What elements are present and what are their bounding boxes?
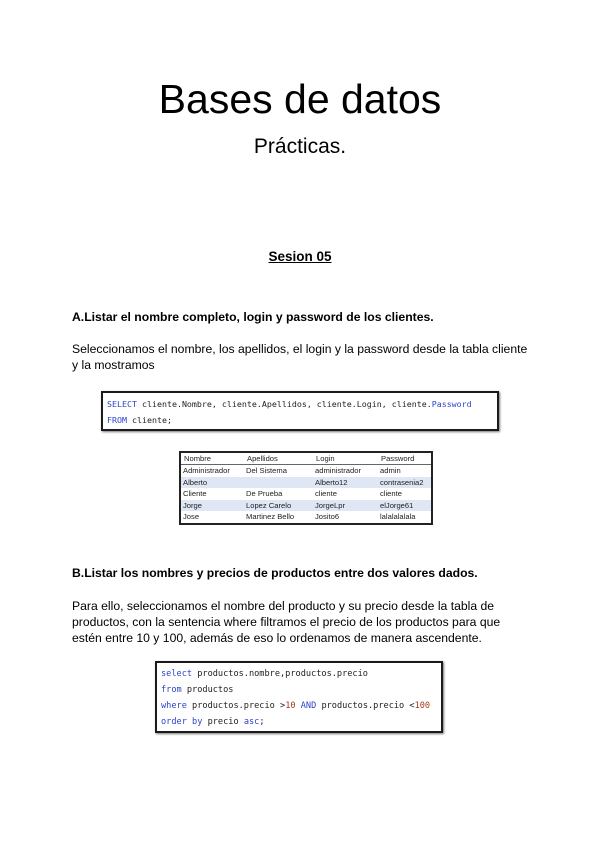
table-row xyxy=(180,488,432,500)
sql-line-4 xyxy=(161,714,437,730)
section-a-result-table xyxy=(179,451,433,525)
table-cell: Josito6 xyxy=(315,512,340,522)
sql-line-3 xyxy=(161,698,437,714)
sql-text: cliente.Nombre, cliente.Apellidos, cliente.Login, cliente. xyxy=(136,399,432,409)
document-subtitle: Prácticas. xyxy=(253,135,347,158)
section-a-sql-code xyxy=(101,391,499,431)
sql-text: productos.precio > xyxy=(186,701,286,711)
table-cell: administrador xyxy=(315,466,362,476)
table-cell: JorgeLpr xyxy=(313,500,378,512)
table-cell: cliente xyxy=(315,489,337,499)
sql-keyword: AND xyxy=(300,701,317,711)
table-row xyxy=(180,465,432,477)
sql-keyword: select xyxy=(161,669,193,679)
table-header-row xyxy=(180,452,432,465)
section-b-heading: B.Listar los nombres y precios de productos entre dos valores dados. xyxy=(72,566,478,580)
table-cell: Jorge xyxy=(180,500,244,512)
column-header: Apellidos xyxy=(244,452,313,465)
sql-line-1 xyxy=(161,666,437,682)
table-cell: admin xyxy=(380,466,401,476)
table-row xyxy=(180,477,432,489)
table-row xyxy=(180,511,432,524)
sql-number: 10 xyxy=(285,701,296,711)
table-cell: contrasenia2 xyxy=(378,477,432,489)
sql-keyword: order by xyxy=(161,717,203,727)
document-title: Bases de datos xyxy=(158,76,442,122)
sql-keyword: from xyxy=(161,685,182,695)
table-cell: Alberto12 xyxy=(313,477,378,489)
table-cell xyxy=(244,477,313,489)
column-header: Password xyxy=(378,452,432,465)
sql-line-1 xyxy=(107,396,493,412)
sql-keyword: where xyxy=(161,701,187,711)
sql-keyword: FROM xyxy=(107,415,127,425)
section-b-paragraph: Para ello, seleccionamos el nombre del producto y su precio desde la tabla de productos, con la sentencia where filtramos el precio de los productos para que estén entre 10 y 100, además de eso lo ordenamos de manera ascendente. xyxy=(72,599,501,645)
table-cell: lalalalalala xyxy=(380,512,416,522)
table-cell: Cliente xyxy=(183,489,207,499)
table-cell: Del Sistema xyxy=(246,466,287,476)
table-cell: Martinez Bello xyxy=(246,512,295,522)
sql-text: productos xyxy=(181,685,234,695)
sql-text: precio xyxy=(202,717,244,727)
column-header: Nombre xyxy=(180,452,244,465)
section-b-sql-code xyxy=(155,661,443,733)
table-cell: elJorge61 xyxy=(378,500,432,512)
sql-number: 100 xyxy=(414,701,431,711)
section-a-heading: A.Listar el nombre completo, login y password de los clientes. xyxy=(72,310,434,324)
sql-text: productos.nombre,productos.precio xyxy=(192,669,368,679)
table-row xyxy=(180,500,432,512)
sql-text: ; xyxy=(259,717,265,727)
sql-keyword: Password xyxy=(431,399,472,409)
session-heading: Sesion 05 xyxy=(268,249,332,264)
sql-keyword: asc xyxy=(243,717,260,727)
sql-line-2 xyxy=(161,682,437,698)
sql-keyword: SELECT xyxy=(107,399,137,409)
table-cell: Alberto xyxy=(180,477,244,489)
table-cell: Jose xyxy=(183,512,200,522)
section-a-paragraph: Seleccionamos el nombre, los apellidos, el login y la password desde la tabla cliente y la mostramos xyxy=(72,342,528,372)
column-header: Login xyxy=(313,452,378,465)
table-cell: Lopez Carelo xyxy=(244,500,313,512)
table-cell: Administrador xyxy=(183,466,230,476)
sql-line-2 xyxy=(107,412,493,428)
table-cell: De Prueba xyxy=(246,489,283,499)
sql-text: productos.precio < xyxy=(316,701,415,711)
sql-text: cliente; xyxy=(126,415,172,425)
table-cell: cliente xyxy=(380,489,402,499)
